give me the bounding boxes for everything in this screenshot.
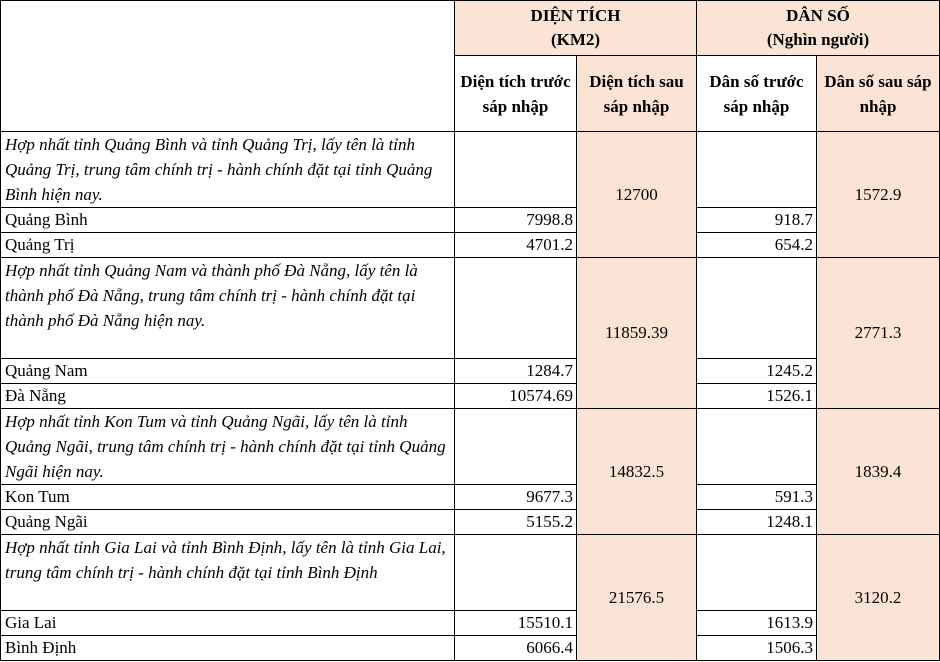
- empty-cell: [455, 535, 577, 611]
- col-pop-after: Dân số sau sáp nhập: [817, 56, 940, 132]
- empty-cell: [697, 258, 817, 359]
- area-before-value: 6066.4: [455, 636, 577, 661]
- empty-cell: [455, 258, 577, 359]
- area-before-value: 5155.2: [455, 510, 577, 535]
- area-after-value: 11859.39: [577, 258, 697, 409]
- province-name: Đà Nẵng: [1, 384, 455, 409]
- empty-cell: [455, 132, 577, 208]
- table-row: [1, 485, 940, 510]
- area-before-value: 1284.7: [455, 359, 577, 384]
- table-row: [1, 384, 940, 409]
- pop-after-value: 1572.9: [817, 132, 940, 258]
- area-after-value: 12700: [577, 132, 697, 258]
- group-row: [1, 132, 940, 208]
- area-group-title: DIỆN TÍCH: [530, 6, 621, 25]
- pop-after-value: 1839.4: [817, 409, 940, 535]
- area-after-value: 14832.5: [577, 409, 697, 535]
- group-row: [1, 258, 940, 359]
- pop-before-value: 1526.1: [697, 384, 817, 409]
- pop-before-value: 1613.9: [697, 611, 817, 636]
- pop-before-value: 591.3: [697, 485, 817, 510]
- table-row: [1, 510, 940, 535]
- table-row: [1, 233, 940, 258]
- group-description: Hợp nhất tỉnh Kon Tum và tỉnh Quảng Ngãi, lấy tên là tỉnh Quảng Ngãi, trung tâm chính trị - hành chính đặt tại tỉnh Quảng Ngãi hiện nay.: [1, 409, 455, 485]
- table-row: [1, 359, 940, 384]
- group-description: Hợp nhất tỉnh Gia Lai và tỉnh Bình Định, lấy tên là tỉnh Gia Lai, trung tâm chính trị - hành chính đặt tại tỉnh Bình Định: [1, 535, 455, 611]
- population-group-header: [697, 1, 940, 56]
- col-area-before: Diện tích trước sáp nhập: [455, 56, 577, 132]
- pop-before-value: 1245.2: [697, 359, 817, 384]
- province-name: Kon Tum: [1, 485, 455, 510]
- province-name: Gia Lai: [1, 611, 455, 636]
- empty-cell: [697, 132, 817, 208]
- pop-before-value: 1248.1: [697, 510, 817, 535]
- population-group-unit: (Nghìn người): [766, 30, 870, 49]
- area-before-value: 15510.1: [455, 611, 577, 636]
- population-group-title: DÂN SỐ: [786, 6, 850, 25]
- province-name: Quảng Bình: [1, 208, 455, 233]
- area-before-value: 4701.2: [455, 233, 577, 258]
- area-group-unit: (KM2): [550, 30, 601, 49]
- province-name: Quảng Ngãi: [1, 510, 455, 535]
- table-row: [1, 611, 940, 636]
- area-group-header: [455, 1, 697, 56]
- area-before-value: 7998.8: [455, 208, 577, 233]
- pop-after-value: 3120.2: [817, 535, 940, 661]
- col-area-after: Diện tích sau sáp nhập: [577, 56, 697, 132]
- pop-after-value: 2771.3: [817, 258, 940, 409]
- area-before-value: 10574.69: [455, 384, 577, 409]
- empty-cell: [697, 535, 817, 611]
- empty-cell: [455, 409, 577, 485]
- empty-cell: [697, 409, 817, 485]
- province-name: Bình Định: [1, 636, 455, 661]
- group-description: Hợp nhất tỉnh Quảng Bình và tỉnh Quảng Trị, lấy tên là tỉnh Quảng Trị, trung tâm chính trị - hành chính đặt tại tỉnh Quảng Bình hiện nay.: [1, 132, 455, 208]
- area-before-value: 9677.3: [455, 485, 577, 510]
- group-row: [1, 409, 940, 485]
- pop-before-value: 1506.3: [697, 636, 817, 661]
- area-after-value: 21576.5: [577, 535, 697, 661]
- table-row: [1, 636, 940, 661]
- pop-before-value: 654.2: [697, 233, 817, 258]
- province-name: Quảng Trị: [1, 233, 455, 258]
- group-description: Hợp nhất tỉnh Quảng Nam và thành phố Đà Nẵng, lấy tên là thành phố Đà Nẵng, trung tâm chính trị - hành chính đặt tại thành phố Đà Nẵng hiện nay.: [1, 258, 455, 359]
- group-row: [1, 535, 940, 611]
- table-row: [1, 208, 940, 233]
- province-name: Quảng Nam: [1, 359, 455, 384]
- col-pop-before: Dân số trước sáp nhập: [697, 56, 817, 132]
- corner-cell: [1, 1, 455, 132]
- pop-before-value: 918.7: [697, 208, 817, 233]
